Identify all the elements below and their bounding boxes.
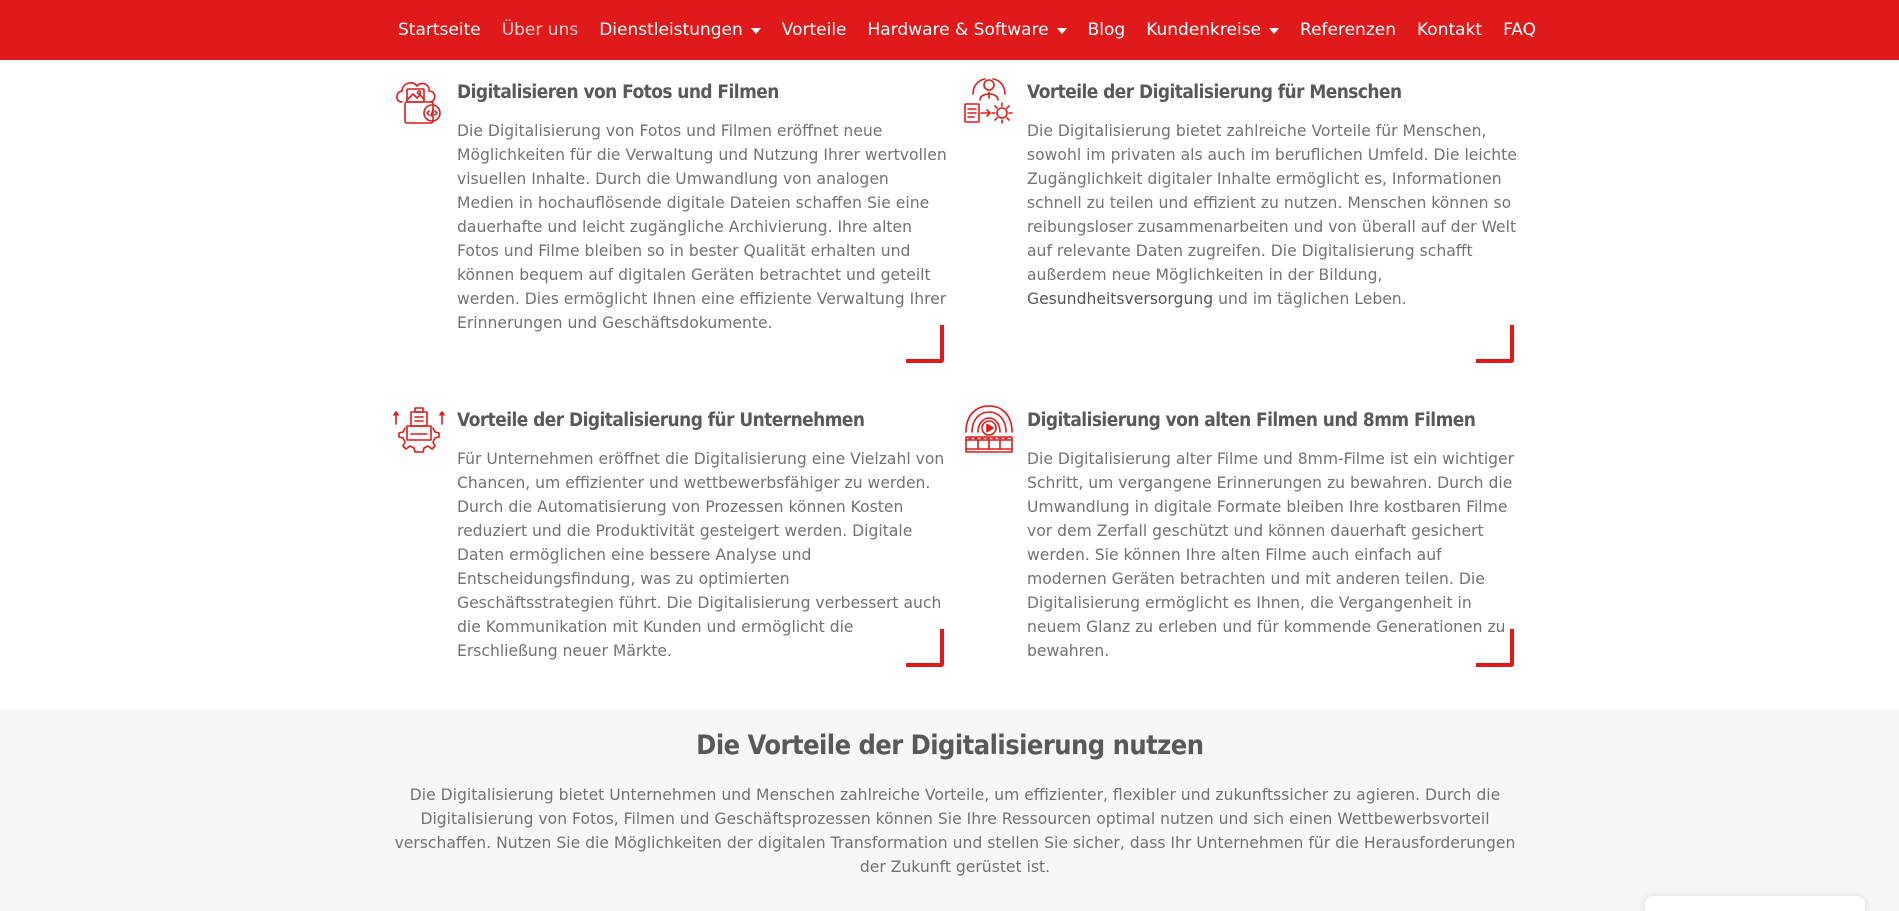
feature-card-menschen xyxy=(963,76,1523,366)
corner-accent xyxy=(906,629,944,667)
nav-item-hardware-software[interactable] xyxy=(868,20,1067,40)
card-text: Die Digitalisierung alter Filme und 8mm-Filme ist ein wichtiger Schritt, um vergangene Erinnerungen zu bewahren. Durch die Umwandlung in digitale Formate bleiben Ihre kostbaren Filme vor dem Zerfall geschützt und können dauerhaft gesichert werden. Sie können Ihre alten Filme auch einfach auf modernen Geräten betrachten und mit anderen teilen. Die Digitalisierung ermöglicht es Ihnen, die Vergangenheit in neuem Glanz zu erleben und für kommende Generationen zu bewahren. xyxy=(1027,450,1515,660)
chevron-down-icon xyxy=(751,28,761,34)
section-heading xyxy=(0,730,1899,761)
card-text: Die Digitalisierung von Fotos und Filmen eröffnet neue Möglichkeiten für die Verwaltung und Nutzung Ihrer wertvollen visuellen Inhalte. Durch die Umwandlung von analogen Medien in hochauflösende digitale Dateien schaffen Sie eine dauerhafte und leicht zugängliche Archivierung. Ihre alten Fotos und Filme bleiben so in bester Qualität erhalten und können bequem auf digitalen Geräten betrachtet und geteilt werden. Dies ermöglicht Ihnen eine effiziente Verwaltung Ihrer Erinnerungen und Geschäftsdokumente. xyxy=(457,122,947,332)
nav-label: Kontakt xyxy=(1417,20,1483,40)
nav-label: Kundenkreise xyxy=(1146,20,1262,40)
card-title: Digitalisieren von Fotos und Filmen xyxy=(457,82,779,103)
nav-item-blog[interactable] xyxy=(1088,20,1126,40)
nav-item-dienstleistungen[interactable] xyxy=(599,20,761,40)
nav-item-ueber-uns[interactable] xyxy=(502,20,579,40)
section-heading-text: Die Vorteile der Digitalisierung nutzen xyxy=(695,730,1204,761)
main-navigation xyxy=(0,0,1899,60)
corner-accent xyxy=(1476,629,1514,667)
nav-label: Blog xyxy=(1087,20,1126,40)
nav-item-referenzen[interactable] xyxy=(1300,20,1396,40)
chevron-down-icon xyxy=(1057,28,1067,34)
floating-widget[interactable] xyxy=(1645,896,1865,911)
nav-item-kundenkreise[interactable] xyxy=(1146,20,1279,40)
feature-card-alte-filme xyxy=(963,404,1523,694)
photo-cloud-icon xyxy=(393,76,445,128)
card-text-part: Die Digitalisierung bietet zahlreiche Vorteile für Menschen, sowohl im privaten als auch im beruflichen Umfeld. Die leichte Zugänglichkeit digitaler Inhalte ermöglicht es, Informationen schnell zu teilen und effizient zu nutzen. Menschen können so reibungsloser zusammenarbeiten und von überall auf der Welt auf relevante Daten zugreifen. Die Digitalisierung schafft außerdem neue Möglichkeiten in der Bildung, xyxy=(1027,122,1517,284)
card-text-part: und im täglichen Leben. xyxy=(1213,290,1407,308)
nav-label: Über uns xyxy=(501,20,579,40)
feature-card-fotos-filme xyxy=(393,76,953,366)
nav-label: Dienstleistungen xyxy=(599,20,743,40)
card-text xyxy=(1027,119,1517,311)
gesundheitsversorgung-link[interactable]: Gesundheitsversorgung xyxy=(1027,290,1214,308)
nav-label: Vorteile xyxy=(781,20,847,40)
nav-label: Startseite xyxy=(398,20,481,40)
nav-label: Hardware & Software xyxy=(867,20,1049,40)
chevron-down-icon xyxy=(1269,28,1279,34)
corner-accent xyxy=(906,325,944,363)
benefits-section xyxy=(0,710,1899,911)
nav-item-faq[interactable] xyxy=(1503,20,1536,40)
nav-item-startseite[interactable] xyxy=(398,20,481,40)
nav-menu xyxy=(398,0,1557,60)
nav-label: FAQ xyxy=(1503,20,1537,40)
nav-item-vorteile[interactable] xyxy=(782,20,847,40)
section-text: Die Digitalisierung bietet Unternehmen und Menschen zahlreiche Vorteile, um effizienter, flexibler und zukunftssicher zu agieren. Durch die Digitalisierung von Fotos, Filmen und Geschäftsprozessen können Sie Ihre Ressourcen optimal nutzen und sich einen Wettbewerbsvorteil verschaffen. Nutzen Sie die Möglichkeiten der digitalen Transformation und stellen Sie sicher, dass Ihr Unternehmen für die Herausforderungen der Zukunft gerüstet ist. xyxy=(394,786,1516,876)
card-text: Für Unternehmen eröffnet die Digitalisierung eine Vielzahl von Chancen, um effizienter und wettbewerbsfähiger zu werden. Durch die Automatisierung von Prozessen können Kosten reduziert und die Produktivität gesteigert werden. Digitale Daten ermöglichen eine bessere Analyse und Entscheidungsfindung, was zu optimierten Geschäftsstrategien führt. Die Digitalisierung verbessert auch die Kommunikation mit Kunden und ermöglicht die Erschließung neuer Märkte. xyxy=(457,450,945,660)
card-title: Digitalisierung von alten Filmen und 8mm Filmen xyxy=(1027,410,1476,431)
corner-accent xyxy=(1476,325,1514,363)
card-title: Vorteile der Digitalisierung für Unternehmen xyxy=(457,410,865,431)
feature-card-unternehmen xyxy=(393,404,953,694)
card-title: Vorteile der Digitalisierung für Menschen xyxy=(1027,82,1402,103)
film-reel-icon xyxy=(963,404,1015,456)
nav-label: Referenzen xyxy=(1300,20,1396,40)
nav-item-kontakt[interactable] xyxy=(1417,20,1482,40)
person-gear-icon xyxy=(963,76,1015,128)
factory-gear-icon xyxy=(393,404,445,456)
